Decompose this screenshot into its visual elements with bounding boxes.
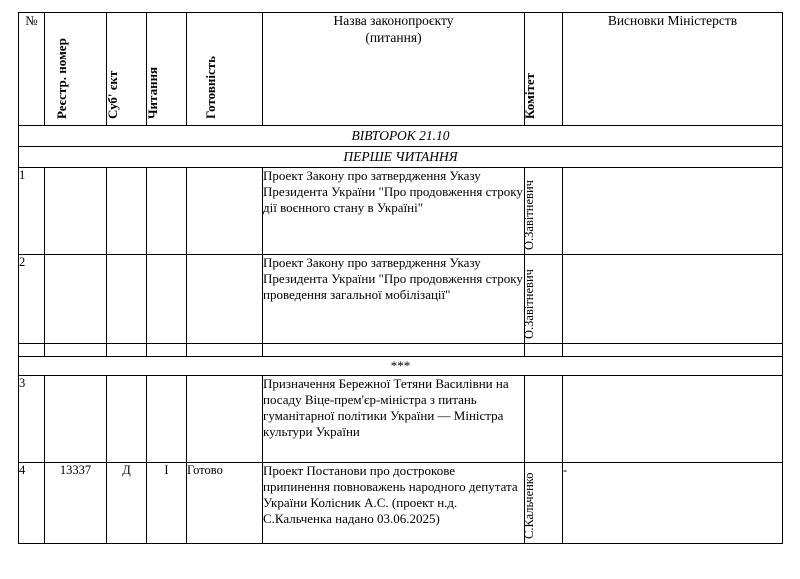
header-cell-reading (144, 13, 187, 126)
table-row (19, 168, 783, 255)
header-label-subject: Суб' єкт (104, 70, 120, 119)
table-row (19, 376, 783, 463)
spacer-cell (187, 344, 263, 357)
row-reading (147, 168, 187, 255)
row-number: 2 (19, 255, 45, 344)
row-title: Призначення Бережної Тетяни Василівни на посаду Віце-прем'єр-міністра з питань гуманітарної політики України — Міністра культури України (263, 376, 525, 463)
header-label-title-line1: Назва законопроєкту (333, 13, 454, 28)
row-subject: Д (107, 463, 147, 544)
row-reading (147, 255, 187, 344)
row-committee-label: О.Завітневич (521, 180, 536, 250)
row-readiness (187, 376, 263, 463)
header-cell-ministries (563, 13, 783, 126)
row-title: Проект Закону про затвердження Указу Президента України "Про продовження строку проведення загальної мобілізації" (263, 255, 525, 344)
stars-separator-row (19, 357, 783, 376)
table-row (19, 463, 783, 544)
row-number: 4 (19, 463, 45, 544)
header-label-ministries: Висновки Міністерств (607, 13, 738, 28)
row-committee (521, 168, 563, 255)
stars-separator: *** (19, 357, 783, 376)
spacer-row (19, 344, 783, 357)
row-committee (525, 376, 563, 463)
row-registration-number (45, 255, 107, 344)
row-registration-number (45, 376, 107, 463)
header-label-reading: Читання (144, 66, 160, 119)
row-committee-label: О.Завітневич (521, 269, 536, 339)
header-label-title-line2: (питання) (365, 29, 422, 45)
header-label-registration-number: Реєстр. номер (53, 38, 69, 119)
row-number: 3 (19, 376, 45, 463)
spacer-cell (525, 344, 563, 357)
header-cell-subject (104, 13, 147, 126)
header-cell-readiness (187, 13, 263, 126)
spacer-cell (147, 344, 187, 357)
header-cell-title (263, 13, 525, 126)
row-ministries (563, 168, 783, 255)
header-label-committee: Комітет (521, 72, 537, 119)
table-header-row (19, 13, 783, 126)
row-ministries (563, 376, 783, 463)
row-registration-number (45, 168, 107, 255)
row-subject (107, 376, 147, 463)
row-readiness (187, 168, 263, 255)
header-label-readiness: Готовність (202, 55, 218, 119)
header-cell-committee (521, 13, 563, 126)
spacer-cell (263, 344, 525, 357)
row-ministries: - (563, 463, 783, 544)
row-registration-number: 13337 (45, 463, 107, 544)
row-subject (107, 168, 147, 255)
row-readiness: Готово (187, 463, 263, 544)
row-readiness (187, 255, 263, 344)
row-ministries (563, 255, 783, 344)
row-reading: І (147, 463, 187, 544)
header-cell-registration-number (45, 13, 107, 126)
section-banner: ПЕРШЕ ЧИТАННЯ (19, 147, 783, 168)
day-banner-row (19, 126, 783, 147)
header-cell-number: № (19, 13, 45, 126)
section-banner-row (19, 147, 783, 168)
row-subject (107, 255, 147, 344)
day-banner: ВІВТОРОК 21.10 (19, 126, 783, 147)
spacer-cell (563, 344, 783, 357)
spacer-cell (107, 344, 147, 357)
table-row (19, 255, 783, 344)
row-reading (147, 376, 187, 463)
row-committee (521, 255, 563, 344)
row-number: 1 (19, 168, 45, 255)
row-title: Проект Постанови про дострокове припинення повноважень народного депутата України Колісник А.С. (проект н.д. С.Кальченка надано 03.06.2025) (263, 463, 525, 544)
row-committee-label: С.Кальченко (521, 472, 536, 539)
spacer-cell (45, 344, 107, 357)
row-committee (521, 463, 563, 544)
agenda-table (18, 12, 783, 544)
row-title: Проект Закону про затвердження Указу Президента України "Про продовження строку дії воєнного стану в Україні" (263, 168, 525, 255)
spacer-cell (19, 344, 45, 357)
